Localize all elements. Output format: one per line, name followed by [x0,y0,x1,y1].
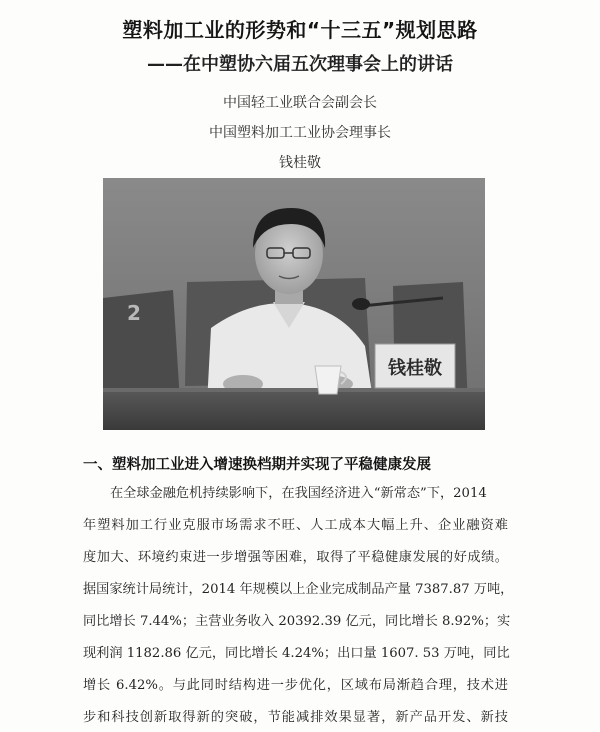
article-subtitle: ——在中塑协六届五次理事会上的讲话 [147,54,453,75]
author-name: 钱桂敬 [279,155,321,171]
speaker-photo [103,178,485,430]
body-line-1: 在全球金融危机持续影响下，在我国经济进入“新常态”下，2014 [110,486,487,501]
article-title: 塑料加工业的形势和“十三五”规划思路 [122,18,478,42]
body-line-4: 据国家统计局统计，2014 年规模以上企业完成制品产量 7387.87 万吨， [83,582,514,597]
body-line-6: 现利润 1182.86 亿元，同比增长 4.24%；出口量 1607. 53 万吨，同比 [83,646,510,661]
author-role-1: 中国轻工业联合会副会长 [223,95,377,111]
chair-number-label: 2 [127,301,141,325]
nameplate-text: 钱桂敬 [388,358,442,379]
nameplate [375,344,455,388]
body-line-3: 度加大、环境约束进一步增强等困难，取得了平稳健康发展的好成绩。 [83,550,508,565]
author-role-2: 中国塑料加工工业协会理事长 [209,125,391,141]
body-line-7: 增长 6.42%。与此同时结构进一步优化，区域布局渐趋合理，技术进 [83,678,508,693]
section-heading: 一、塑料加工业进入增速换档期并实现了平稳健康发展 [83,457,431,473]
body-line-2: 年塑料加工行业克服市场需求不旺、人工成本大幅上升、企业融资难 [83,518,508,533]
body-line-8: 步和科技创新取得新的突破，节能减排效果显著，新产品开发、新技 [83,710,508,725]
body-line-5: 同比增长 7.44%；主营业务收入 20392.39 亿元，同比增长 8.92%；实 [83,614,511,629]
